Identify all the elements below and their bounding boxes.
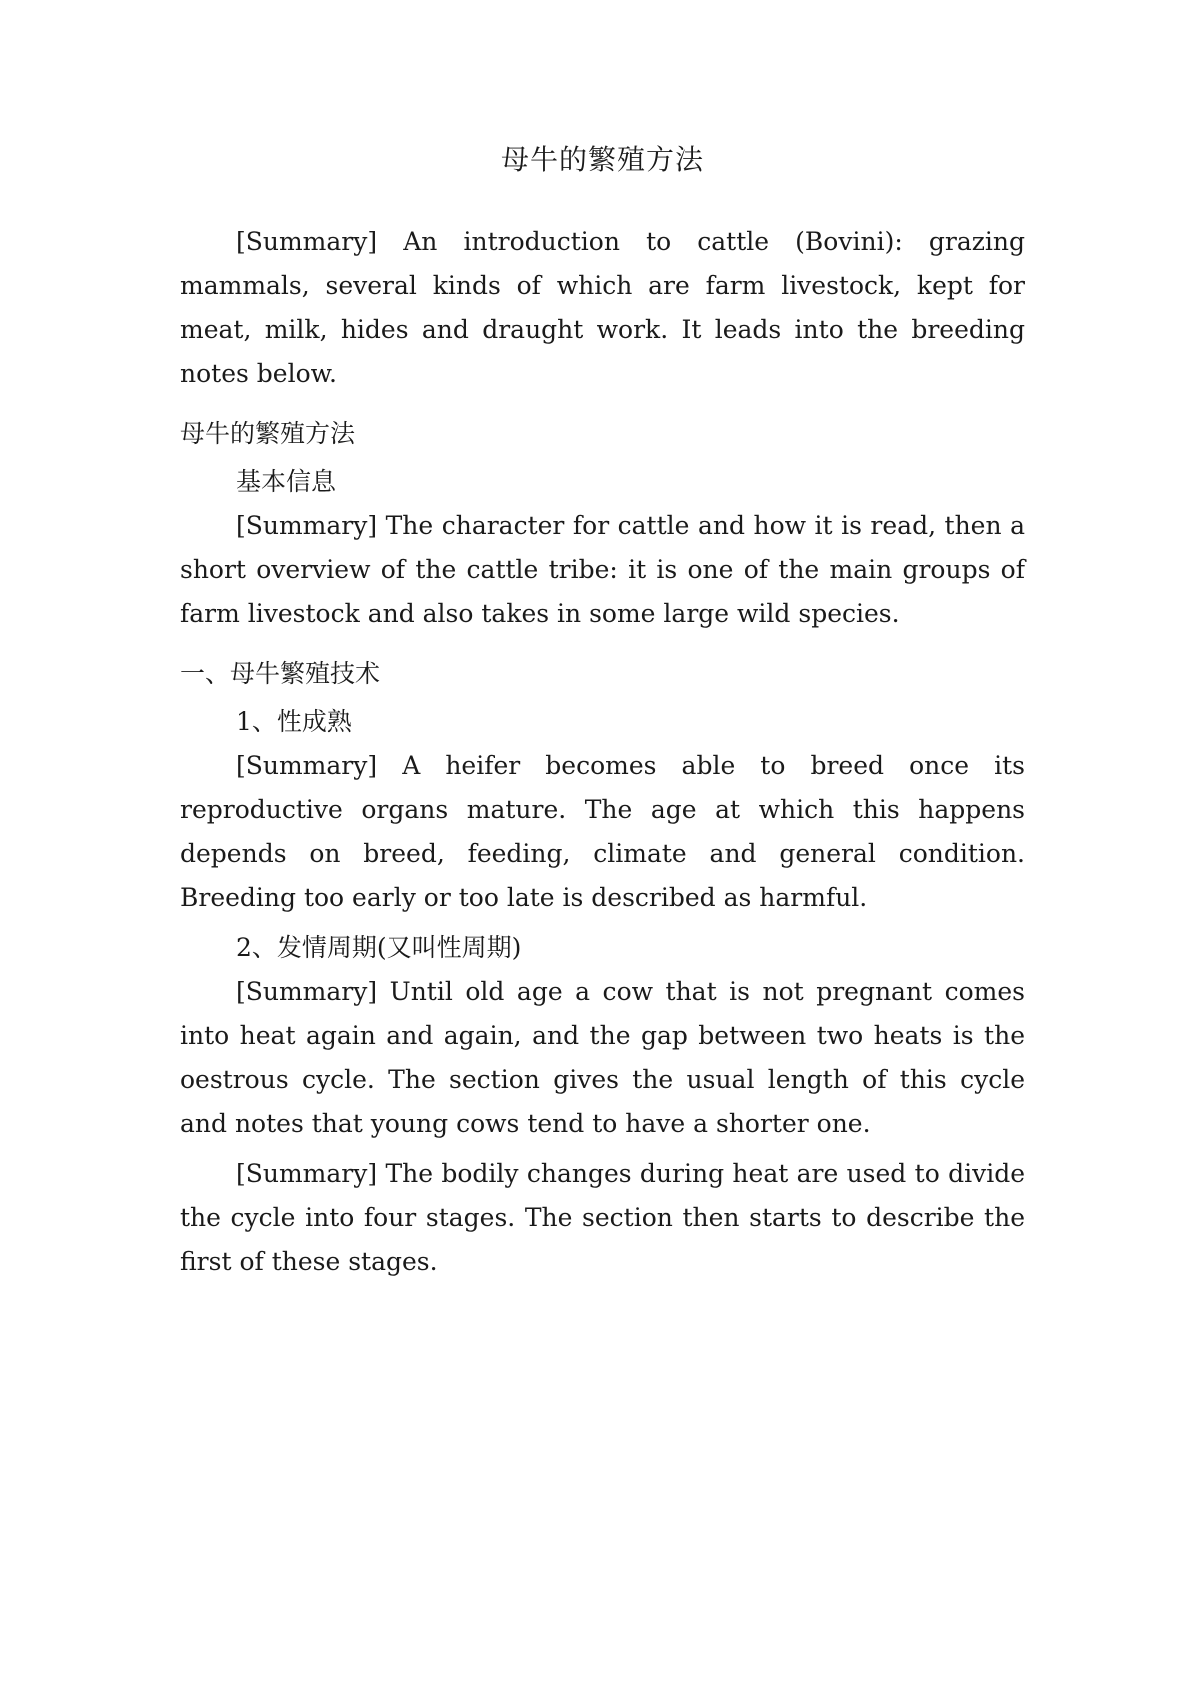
section-heading: 母牛的繁殖方法	[180, 419, 356, 448]
estrous-stages-summary: [Summary] The bodily changes during heat are used to divide the cycle into four stages. The section then starts to describe the first of these stages.	[180, 1159, 1025, 1276]
intro-summary: [Summary] An introduction to cattle (Bovini): grazing mammals, several kinds of which are farm livestock, kept for meat, milk, hides and draught work. It leads into the breeding notes below.	[180, 227, 1025, 388]
maturity-summary: [Summary] A heifer becomes able to breed once its reproductive organs mature. The age at which this happens depends on breed, feeding, climate and general condition. Breeding too early or too late is described as harmful.	[180, 751, 1025, 912]
section-heading-breeding-technique: 一、母牛繁殖技术	[180, 659, 381, 688]
estrous-cycle-summary: [Summary] Until old age a cow that is not pregnant comes into heat again and again, and the gap between two heats is the oestrous cycle. The section gives the usual length of this cycle and notes that young cows tend to have a shorter one.	[180, 977, 1025, 1138]
subsection-heading-basic-info: 基本信息	[236, 467, 337, 496]
basic-info-summary: [Summary] The character for cattle and how it is read, then a short overview of the cattle tribe: it is one of the main groups of farm livestock and also takes in some large wild species.	[180, 511, 1025, 628]
document-title: 母牛的繁殖方法	[500, 143, 704, 176]
subsection-heading-maturity: 1、性成熟	[236, 707, 352, 736]
document-page	[180, 138, 1025, 1290]
subsection-heading-estrous-cycle: 2、发情周期(又叫性周期)	[236, 933, 522, 962]
